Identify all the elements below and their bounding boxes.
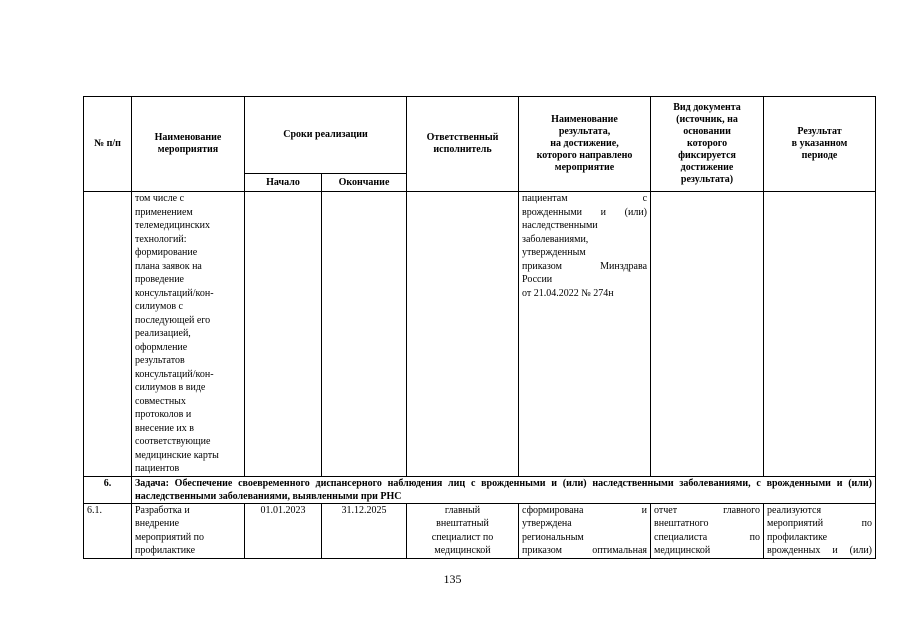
text-line: результатов [135, 355, 185, 366]
text-line: проведение [135, 274, 184, 285]
text-line: применением [135, 206, 193, 218]
text-line: внедрение [135, 518, 180, 529]
cell-doc [651, 192, 764, 477]
header-line: на достижение, [550, 138, 619, 149]
header-line: (источник, на [676, 114, 738, 125]
cell-number [84, 192, 132, 477]
text-line: профилактике [135, 545, 196, 556]
text-line: совместных [135, 395, 186, 407]
text-line: телемедицинских [135, 220, 211, 231]
header-line: основании [683, 126, 731, 137]
text-line: профилактике [767, 531, 828, 543]
header-line: результата, [558, 126, 611, 137]
cell-event [132, 192, 245, 477]
text-line: врожденных и (или) [767, 545, 873, 556]
page-number: 135 [443, 572, 462, 586]
text-line: главный [444, 504, 481, 516]
text-line: медицинские карты [135, 449, 219, 461]
plan-table [83, 96, 876, 559]
header-line: достижение [680, 162, 734, 173]
text-line: последующей его [135, 314, 211, 326]
text-line: пациентов [135, 463, 180, 474]
text-line: внештатный [436, 518, 489, 529]
section-number: 6. [84, 476, 132, 503]
header-line: периоде [801, 150, 838, 161]
text-line: Разработка и [135, 504, 190, 516]
row-doc [651, 503, 764, 558]
text-line: наследственными [522, 220, 598, 231]
text-line: формирование [135, 247, 198, 258]
text-line: мероприятий по [767, 518, 873, 529]
text-line: специалист по [431, 531, 494, 543]
cell-result [519, 192, 651, 477]
header-line: фиксируется [678, 150, 736, 161]
text-line: отчет главного [654, 504, 761, 516]
text-line: приказом Минздрава [522, 260, 648, 272]
row-result [519, 503, 651, 558]
text-line: консультаций/кон- [135, 287, 214, 299]
text-line: мероприятий по [135, 531, 204, 543]
text-line: медицинской [434, 545, 491, 556]
text-line: силиумов с [135, 301, 183, 312]
header-doc-type [651, 97, 764, 192]
header-line: мероприятие [554, 162, 615, 173]
header-number: № п/п [84, 97, 132, 192]
text-line: протоколов и [135, 409, 192, 420]
text-line: сформирована и [522, 504, 648, 516]
text-line: соответствующие [135, 436, 211, 447]
header-line: Результат [797, 126, 842, 137]
header-event: Наименование мероприятия [132, 97, 245, 192]
cell-end [322, 192, 407, 477]
text-line: силиумов в виде [135, 382, 206, 393]
header-line: результата) [680, 174, 734, 185]
table-row-6-1 [84, 503, 876, 558]
header-line: которого направлено [536, 150, 633, 161]
row-start: 01.01.2023 [245, 503, 322, 558]
row-end: 31.12.2025 [322, 503, 407, 558]
text-line: приказом оптимальная [522, 545, 648, 556]
header-line: которого [686, 138, 728, 149]
text-line: внесение их в [135, 422, 194, 434]
text-line: оформление [135, 341, 188, 353]
text-line: технологий: [135, 233, 187, 245]
header-start: Начало [245, 174, 322, 192]
text-line: пациентам с [522, 193, 648, 204]
text-line: консультаций/кон- [135, 368, 214, 380]
text-line: от 21.04.2022 № 274н [522, 287, 614, 299]
row-executor [407, 503, 519, 558]
text-line: медицинской [654, 545, 711, 556]
text-line: заболеваниями, [522, 233, 589, 245]
text-line: реализацией, [135, 328, 191, 339]
text-line: врожденными и (или) [522, 206, 647, 218]
row-event [132, 503, 245, 558]
cell-period [764, 192, 876, 477]
text-line: региональным [522, 531, 584, 543]
text-line: реализуются [767, 504, 822, 516]
section-task-text: Задача: Обеспечение своевременного диспансерного наблюдения лиц с врожденными и (или) наследственными заболеваниями, с врожденными и (или) наследственными заболеваниями, выявленными при РНС [132, 476, 876, 503]
header-executor: Ответственный исполнитель [407, 97, 519, 192]
header-period-result [764, 97, 876, 192]
header-line: Наименование [551, 114, 618, 125]
header-end: Окончание [322, 174, 407, 192]
text-line: плана заявок на [135, 260, 202, 272]
header-result-name [519, 97, 651, 192]
section-row [84, 476, 876, 503]
text-line: утвержденным [522, 247, 586, 258]
header-line: в указанном [791, 138, 848, 149]
text-line: России [522, 274, 553, 285]
header-line: Вид документа [673, 102, 741, 113]
row-period [764, 503, 876, 558]
row-number: 6.1. [84, 503, 132, 558]
text-line: специалиста по [654, 531, 761, 543]
table-row-continuation [84, 192, 876, 477]
text-line: внештатного [654, 518, 709, 529]
text-line: том числе с [135, 193, 185, 204]
text-line: утверждена [522, 518, 572, 529]
header-terms: Сроки реализации [245, 97, 407, 174]
cell-executor [407, 192, 519, 477]
cell-start [245, 192, 322, 477]
